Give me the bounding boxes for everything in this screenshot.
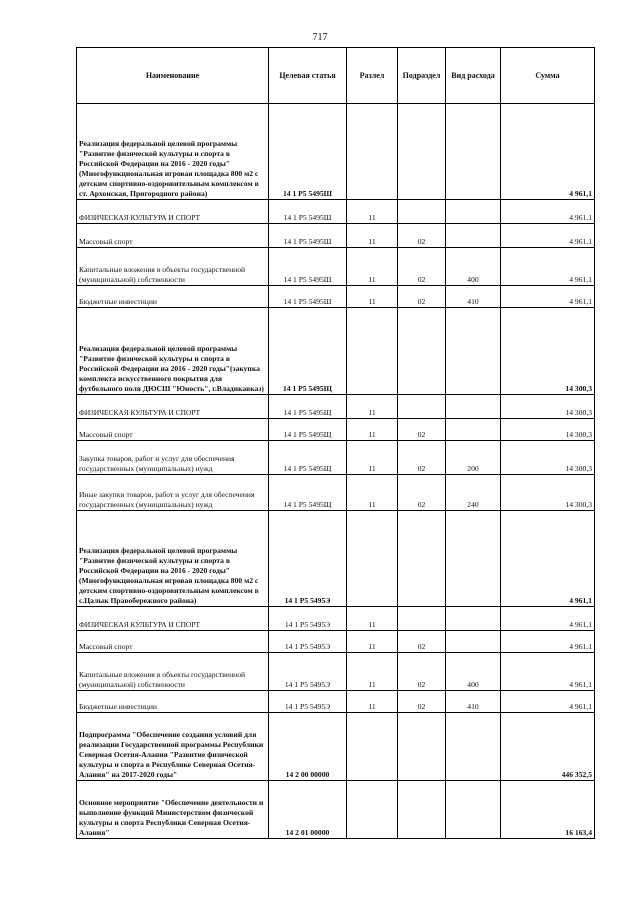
row-subsection: [398, 713, 446, 781]
row-type: [446, 781, 501, 839]
row-type: [446, 631, 501, 653]
header-name: Наименование: [77, 48, 269, 104]
row-code: 14 2 01 00000: [269, 781, 347, 839]
row-type: 240: [446, 475, 501, 511]
row-sum: 4 961,1: [501, 607, 595, 631]
row-subsection: [398, 104, 446, 200]
row-code: 14 1 P5 5495Ш: [269, 224, 347, 248]
row-subsection: 02: [398, 691, 446, 713]
row-code: 14 1 P5 5495Э: [269, 691, 347, 713]
row-subsection: 02: [398, 475, 446, 511]
row-sum: 4 961,1: [501, 104, 595, 200]
row-type: [446, 419, 501, 441]
row-sum: 4 961,1: [501, 631, 595, 653]
row-name: Бюджетные инвестиции: [77, 286, 269, 308]
row-section: 11: [347, 475, 398, 511]
row-subsection: 02: [398, 441, 446, 475]
row-name: Основное мероприятие "Обеспечение деятельности и выполнение функций Министерством физической культуры и спорта Республики Северная Осетия-Алания": [77, 781, 269, 839]
row-sum: 4 961,1: [501, 200, 595, 224]
row-code: 14 1 P5 5495Щ: [269, 441, 347, 475]
row-name: ФИЗИЧЕСКАЯ КУЛЬТУРА И СПОРТ: [77, 200, 269, 224]
row-name: Массовый спорт: [77, 631, 269, 653]
row-type: [446, 200, 501, 224]
row-section: 11: [347, 607, 398, 631]
row-sum: 16 163,4: [501, 781, 595, 839]
row-name: ФИЗИЧЕСКАЯ КУЛЬТУРА И СПОРТ: [77, 395, 269, 419]
row-code: 14 1 P5 5495Щ: [269, 419, 347, 441]
budget-table: [76, 47, 595, 839]
row-name: Иные закупки товаров, работ и услуг для обеспечения государственных (муниципальных) нужд: [77, 475, 269, 511]
row-name: Закупка товаров, работ и услуг для обеспечения государственных (муниципальных) нужд: [77, 441, 269, 475]
header-subsection: Подраздел: [398, 48, 446, 104]
row-code: 14 1 P5 5495Щ: [269, 395, 347, 419]
row-section: 11: [347, 653, 398, 691]
header-sum: Сумма: [501, 48, 595, 104]
row-code: 14 1 P5 5495Э: [269, 607, 347, 631]
row-name: Массовый спорт: [77, 224, 269, 248]
row-section: [347, 308, 398, 395]
table-header-row: [77, 48, 595, 104]
row-code: 14 1 P5 5495Э: [269, 653, 347, 691]
row-type: [446, 308, 501, 395]
table-row: [77, 286, 595, 308]
row-section: 11: [347, 286, 398, 308]
row-type: 410: [446, 286, 501, 308]
row-sum: 4 961,1: [501, 248, 595, 286]
row-sum: 14 300,3: [501, 395, 595, 419]
table-row: [77, 713, 595, 781]
table-row: [77, 653, 595, 691]
row-section: 11: [347, 224, 398, 248]
table-row: [77, 224, 595, 248]
table-row: [77, 308, 595, 395]
row-name: ФИЗИЧЕСКАЯ КУЛЬТУРА И СПОРТ: [77, 607, 269, 631]
row-section: 11: [347, 395, 398, 419]
row-subsection: 02: [398, 631, 446, 653]
row-section: 11: [347, 248, 398, 286]
row-code: 14 2 00 00000: [269, 713, 347, 781]
table-row: [77, 781, 595, 839]
row-name: Реализация федеральной целевой программы "Развитие физической культуры и спорта в Российской Федерации на 2016 - 2020 годы"(Многофункциональная игровая площадка 800 м2 с детским спортивно-оздоровительным комплексом в ст. Архонская, Пригородного района): [77, 104, 269, 200]
row-subsection: [398, 308, 446, 395]
row-sum: 14 300,3: [501, 308, 595, 395]
row-code: 14 1 P5 5495Э: [269, 631, 347, 653]
table-row: [77, 104, 595, 200]
row-code: 14 1 P5 5495Щ: [269, 308, 347, 395]
row-name: Реализация федеральной целевой программы "Развитие физической культуры и спорта в Российской Федерации на 2016 - 2020 годы"(закупка комплекта искусственного покрытия для футбольного поля ДЮСШ "Юность", г.Владикавказ): [77, 308, 269, 395]
table-row: [77, 200, 595, 224]
row-name: Реализация федеральной целевой программы "Развитие физической культуры и спорта в Российской Федерации на 2016 - 2020 годы"(Многофункциональная игровая площадка 800 м2 с детским спортивно-оздоровительным комплексом в с.Цалык Правобережного района): [77, 511, 269, 607]
row-type: [446, 395, 501, 419]
row-code: 14 1 P5 5495Э: [269, 511, 347, 607]
row-name: Капитальные вложения в объекты государственной (муниципальной) собственности: [77, 653, 269, 691]
row-type: [446, 511, 501, 607]
row-name: Подпрограмма "Обеспечение создания условий для реализации Государственной программы Республики Северная Осетия-Алания "Развитие физической культуры и спорта в Республике Северная Осетия-Алания" на 2017-2020 годы": [77, 713, 269, 781]
row-type: 400: [446, 248, 501, 286]
header-type: Вид расхода: [446, 48, 501, 104]
row-subsection: [398, 781, 446, 839]
row-type: [446, 224, 501, 248]
row-sum: 14 300,3: [501, 419, 595, 441]
row-name: Массовый спорт: [77, 419, 269, 441]
row-subsection: 02: [398, 248, 446, 286]
row-type: 200: [446, 441, 501, 475]
row-subsection: [398, 200, 446, 224]
row-section: 11: [347, 441, 398, 475]
row-sum: 4 961,1: [501, 286, 595, 308]
row-subsection: 02: [398, 653, 446, 691]
table-row: [77, 691, 595, 713]
row-section: [347, 104, 398, 200]
row-code: 14 1 P5 5495Ш: [269, 104, 347, 200]
table-row: [77, 395, 595, 419]
row-section: [347, 713, 398, 781]
row-type: 410: [446, 691, 501, 713]
row-subsection: [398, 395, 446, 419]
row-subsection: 02: [398, 224, 446, 248]
table-row: [77, 511, 595, 607]
row-section: 11: [347, 200, 398, 224]
row-subsection: [398, 511, 446, 607]
row-sum: 14 300,3: [501, 441, 595, 475]
table-row: [77, 607, 595, 631]
row-type: [446, 607, 501, 631]
row-sum: 14 300,3: [501, 475, 595, 511]
row-sum: 4 961,1: [501, 224, 595, 248]
row-type: [446, 104, 501, 200]
row-code: 14 1 P5 5495Ш: [269, 248, 347, 286]
row-section: 11: [347, 631, 398, 653]
row-section: 11: [347, 691, 398, 713]
table-row: [77, 475, 595, 511]
row-subsection: 02: [398, 419, 446, 441]
row-name: Бюджетные инвестиции: [77, 691, 269, 713]
row-name: Капитальные вложения в объекты государственной (муниципальной) собственности: [77, 248, 269, 286]
row-sum: 4 961,1: [501, 511, 595, 607]
row-subsection: 02: [398, 286, 446, 308]
table-row: [77, 419, 595, 441]
row-sum: 446 352,5: [501, 713, 595, 781]
row-section: [347, 781, 398, 839]
header-section: Разлел: [347, 48, 398, 104]
row-type: 400: [446, 653, 501, 691]
row-code: 14 1 P5 5495Ш: [269, 286, 347, 308]
row-sum: 4 961,1: [501, 653, 595, 691]
row-sum: 4 961,1: [501, 691, 595, 713]
row-code: 14 1 P5 5495Ш: [269, 200, 347, 224]
row-code: 14 1 P5 5495Щ: [269, 475, 347, 511]
header-code: Целевая статья: [269, 48, 347, 104]
row-section: 11: [347, 419, 398, 441]
row-subsection: [398, 607, 446, 631]
table-row: [77, 248, 595, 286]
page-number: 717: [312, 32, 328, 43]
table-row: [77, 441, 595, 475]
table-row: [77, 631, 595, 653]
row-section: [347, 511, 398, 607]
row-type: [446, 713, 501, 781]
